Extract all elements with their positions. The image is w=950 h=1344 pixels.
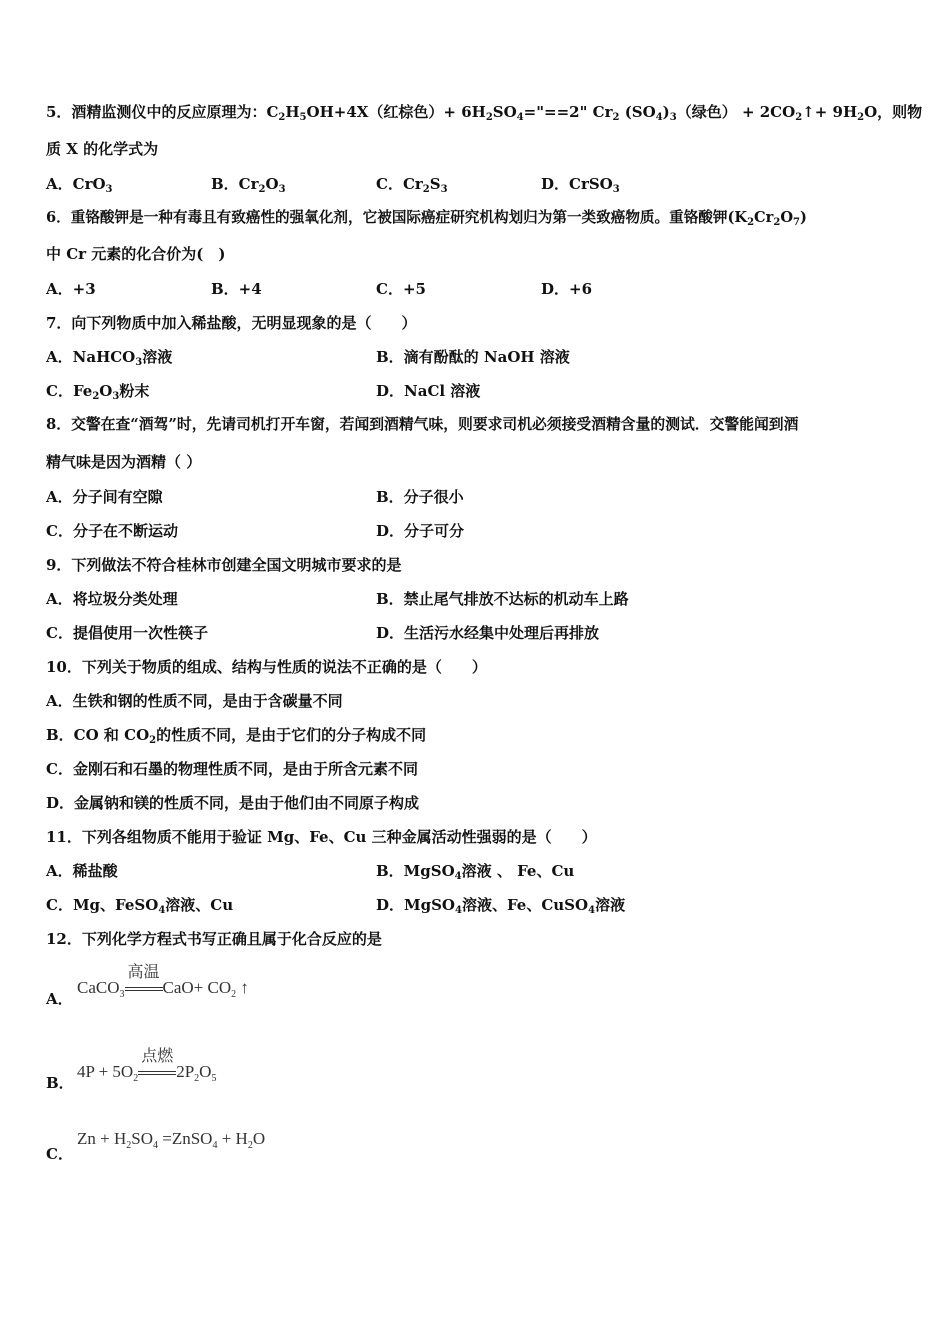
q6-option-b[interactable]: B．+4 — [211, 280, 262, 298]
q9-option-d[interactable]: D．生活污水经集中处理后再排放 — [376, 624, 600, 642]
q12-option-a-equation[interactable]: CaCO$_3$ 高温 $CaO+ CO_2$ ↑ — [77, 962, 249, 1000]
q8-stem-line2: 精气味是因为酒精（ ） — [46, 453, 202, 471]
q12-option-b-equation[interactable]: $4P + 5O_2$ 点燃 $2P_2O_5$ — [77, 1046, 217, 1084]
q5-stem-line1: 5．酒精监测仪中的反应原理为：$C_2H_5OH+4X$（红棕色）+ $6H_2SO_4="==2$" $Cr_2$ $(SO_4)_3$（绿色） + $2CO_2↑+ 9H_2O$，则物 — [46, 103, 923, 123]
q10-option-b[interactable]: B．CO 和 $CO_2$的性质不同，是由于它们的分子构成不同 — [46, 726, 427, 746]
q12-option-a-label[interactable]: A． — [46, 990, 73, 1008]
q11-option-c[interactable]: C．Mg、FeSO$_4$溶液、Cu — [46, 896, 234, 916]
q6-stem-line2: 中 Cr 元素的化合价为( ) — [46, 245, 226, 263]
q7-option-d[interactable]: D．NaCl 溶液 — [376, 382, 481, 400]
q5-option-d[interactable]: D．CrSO$_3$ — [541, 175, 620, 195]
q7-stem: 7．向下列物质中加入稀盐酸，无明显现象的是（ ） — [46, 314, 417, 332]
q10-option-a[interactable]: A．生铁和钢的性质不同，是由于含碳量不同 — [46, 692, 343, 710]
q6-option-d[interactable]: D．+6 — [541, 280, 593, 298]
q7-option-c[interactable]: C．$Fe_2O_3$粉末 — [46, 382, 150, 402]
q12-stem: 12．下列化学方程式书写正确且属于化合反应的是 — [46, 930, 382, 948]
q11-stem: 11．下列各组物质不能用于验证 Mg、Fe、Cu 三种金属活动性强弱的是（ ） — [46, 828, 597, 846]
q9-option-c[interactable]: C．提倡使用一次性筷子 — [46, 624, 208, 642]
q5-option-c[interactable]: C．$Cr_2S_3$ — [376, 175, 448, 195]
q8-option-a[interactable]: A．分子间有空隙 — [46, 488, 163, 506]
q12-option-b-condition: 点燃 — [138, 1063, 176, 1083]
q7-option-b[interactable]: B．滴有酚酞的 NaOH 溶液 — [376, 348, 570, 366]
q5-option-a[interactable]: A．CrO$_3$ — [46, 175, 113, 195]
q11-option-a[interactable]: A．稀盐酸 — [46, 862, 118, 880]
q12-option-a-condition: 高温 — [125, 979, 163, 999]
q11-option-d[interactable]: D．MgSO$_4$溶液、Fe、CuSO$_4$溶液 — [376, 896, 626, 916]
q12-option-b-label[interactable]: B． — [46, 1074, 74, 1092]
q5-option-b[interactable]: B．$Cr_2O_3$ — [211, 175, 286, 195]
q10-option-c[interactable]: C．金刚石和石墨的物理性质不同，是由于所含元素不同 — [46, 760, 418, 778]
q10-stem: 10．下列关于物质的组成、结构与性质的说法不正确的是（ ） — [46, 658, 487, 676]
q9-stem: 9．下列做法不符合桂林市创建全国文明城市要求的是 — [46, 556, 402, 574]
q8-option-c[interactable]: C．分子在不断运动 — [46, 522, 178, 540]
q8-stem-line1: 8．交警在查“酒驾”时，先请司机打开车窗，若闻到酒精气味，则要求司机必须接受酒精含量的测试．交警能闻到酒 — [46, 416, 799, 433]
q8-option-b[interactable]: B．分子很小 — [376, 488, 464, 506]
q6-option-a[interactable]: A．+3 — [46, 280, 96, 298]
q6-stem-line1: 6．重铬酸钾是一种有毒且有致癌性的强氧化剂，它被国际癌症研究机构划归为第一类致癌物质。重铬酸钾$(K_2Cr_2O_7)$ — [46, 209, 807, 228]
q9-option-a[interactable]: A．将垃圾分类处理 — [46, 590, 178, 608]
q6-option-c[interactable]: C．+5 — [376, 280, 426, 298]
q12-option-c-label[interactable]: C． — [46, 1145, 73, 1163]
q11-option-b[interactable]: B．MgSO$_4$溶液 、 Fe、Cu — [376, 862, 575, 882]
q7-option-a[interactable]: A．NaHCO$_3$溶液 — [46, 348, 173, 368]
q5-stem-line2: 质 X 的化学式为 — [46, 140, 159, 158]
q9-option-b[interactable]: B．禁止尾气排放不达标的机动车上路 — [376, 590, 629, 608]
q8-option-d[interactable]: D．分子可分 — [376, 522, 465, 540]
q12-option-c-equation[interactable]: $Zn + H_2SO_4$ =ZnSO$_4$ + $H_2O$ — [77, 1129, 266, 1151]
q10-option-d[interactable]: D．金属钠和镁的性质不同，是由于他们由不同原子构成 — [46, 794, 420, 812]
